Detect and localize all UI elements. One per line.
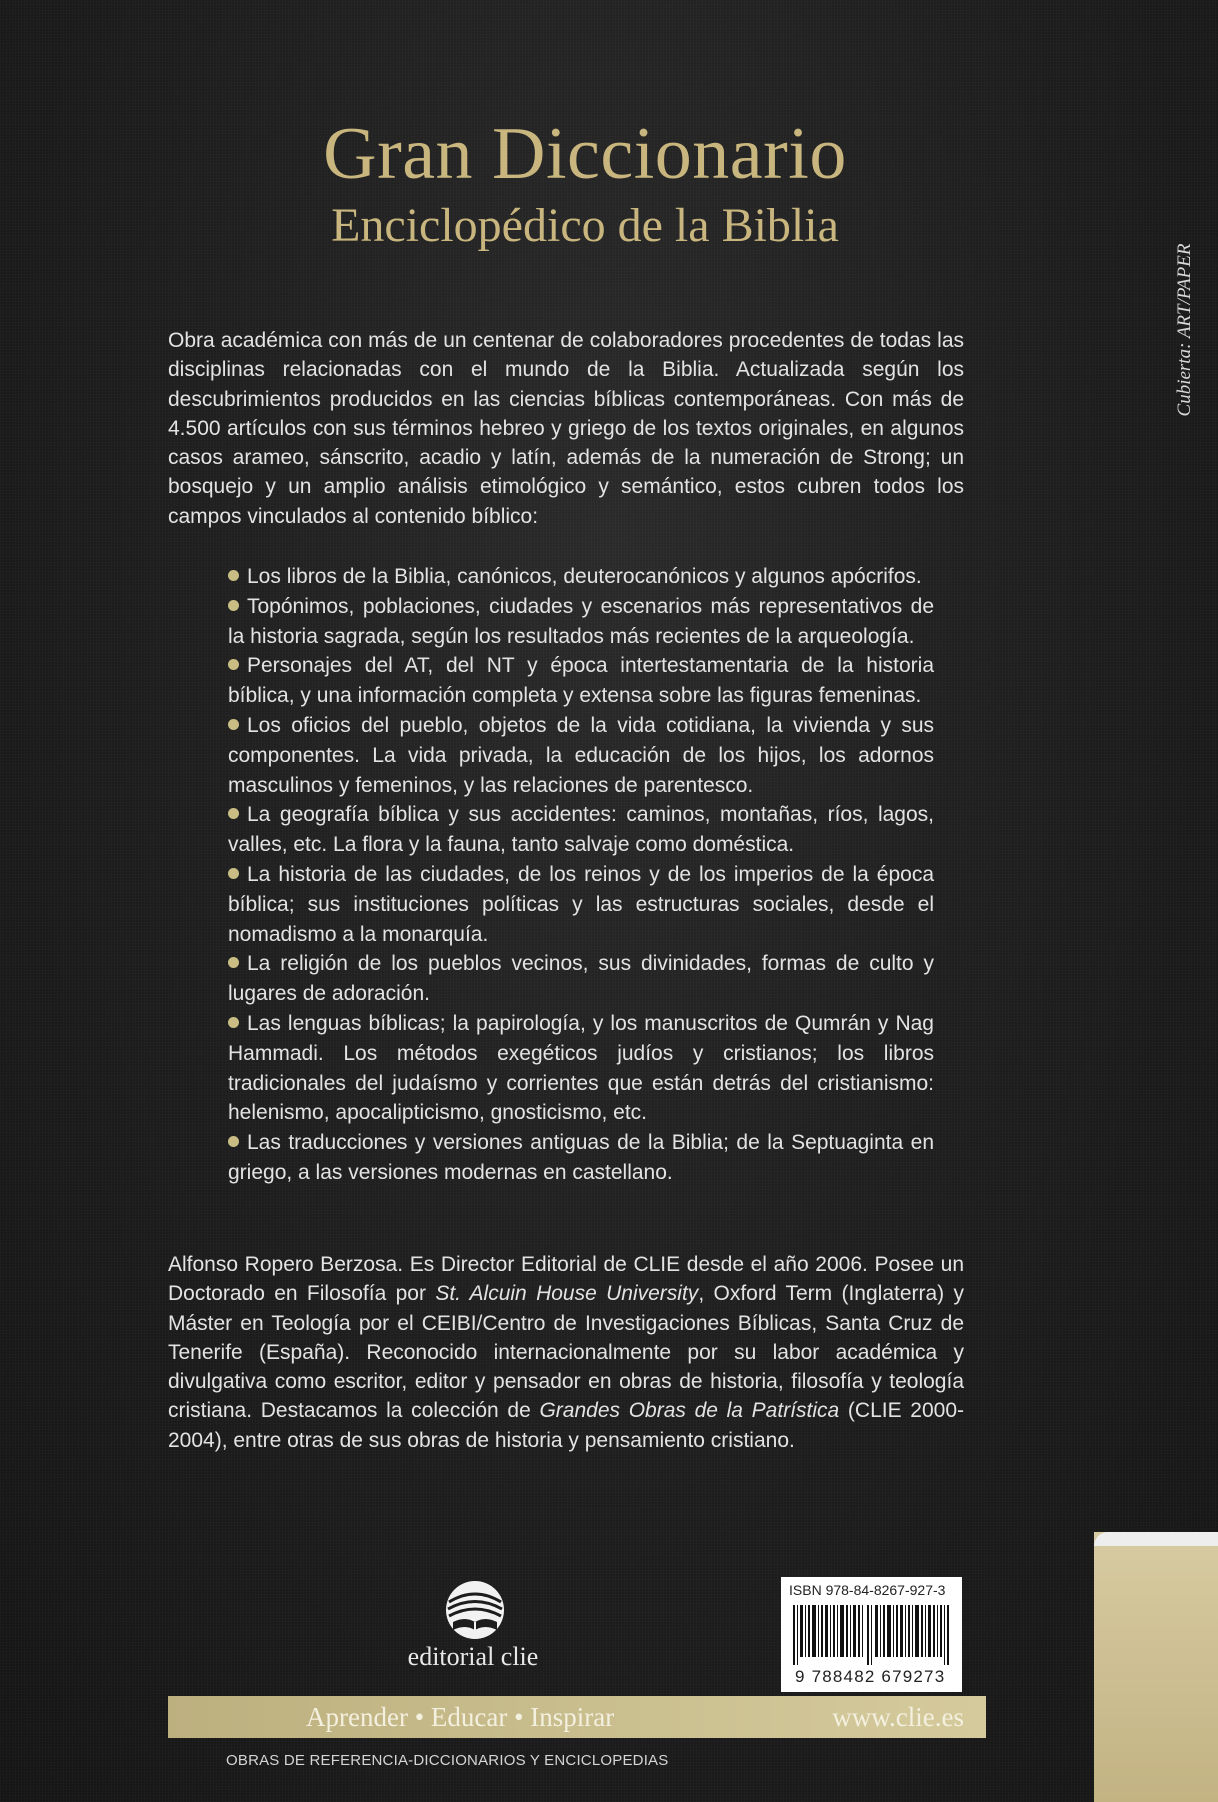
bullet-text: La historia de las ciudades, de los reinos y de los imperios de la época bíblica; sus instituciones políticas y las estructuras sociales, desde el nomadismo a la monarquía. bbox=[228, 862, 934, 946]
series-label: OBRAS DE REFERENCIA-DICCIONARIOS Y ENCICLOPEDIAS bbox=[226, 1752, 669, 1769]
bullet-dot-icon bbox=[228, 957, 239, 968]
bullet-dot-icon bbox=[228, 570, 239, 581]
book-title: Gran Diccionario bbox=[323, 113, 847, 195]
tagline-bar bbox=[168, 1696, 986, 1738]
list-item bbox=[228, 949, 934, 1009]
cover-material-text: Cubierta: ART/PAPER bbox=[1174, 243, 1195, 417]
bullet-text: Los libros de la Biblia, canónicos, deuterocanónicos y algunos apócrifos. bbox=[247, 565, 922, 588]
list-item bbox=[228, 592, 934, 652]
publisher-logo bbox=[398, 1580, 558, 1670]
publisher-website: www.clie.es bbox=[832, 1702, 964, 1732]
barcode-digits: 9 788482 679273 bbox=[795, 1667, 946, 1686]
bullet-dot-icon bbox=[228, 1136, 239, 1147]
bullet-dot-icon bbox=[228, 659, 239, 670]
barcode-icon bbox=[793, 1605, 953, 1665]
list-item bbox=[228, 1128, 934, 1188]
author-bio-part1: Alfonso Ropero Berzosa. Es Director Editorial de CLIE desde el año 2006. Posee un Doctorado en Filosofía por bbox=[168, 1253, 964, 1306]
list-item bbox=[228, 651, 934, 711]
bullet-dot-icon bbox=[228, 600, 239, 611]
bullet-text: Las traducciones y versiones antiguas de la Biblia; de la Septuaginta en griego, a las versiones modernas en castellano. bbox=[228, 1131, 934, 1184]
bullet-text: Las lenguas bíblicas; la papirología, y los manuscritos de Qumrán y Nag Hammadi. Los métodos exegéticos judíos y cristianos; los libros tradicionales del judaísmo y corrientes que están detrás del cristianismo: helenismo, apocalipticismo, gnosticismo, etc. bbox=[228, 1011, 934, 1125]
intro-paragraph: Obra académica con más de un centenar de colaboradores procedentes de todas las disciplinas relacionadas con el mundo de la Biblia. Actualizada según los descubrimientos producidos en las ciencias bíblicas contemporáneas. Con más de 4.500 artículos con sus términos hebreo y griego de los textos originales, en algunos casos arameo, sánscrito, acadio y latín, además de la numeración de Strong; un bosquejo y un amplio análisis etimológico y semántico, estos cubren todos los campos vinculados al contenido bíblico: bbox=[168, 329, 964, 528]
list-item bbox=[228, 800, 934, 860]
list-item bbox=[228, 562, 934, 592]
bullet-dot-icon bbox=[228, 719, 239, 730]
bullet-text: La religión de los pueblos vecinos, sus divinidades, formas de culto y lugares de adoración. bbox=[228, 952, 934, 1006]
list-item bbox=[228, 711, 934, 800]
isbn-barcode-box bbox=[781, 1577, 962, 1692]
bullet-dot-icon bbox=[228, 868, 239, 879]
author-bio-part3: (CLIE 2000-2004), entre otras de sus obras de historia y pensamiento cristiano. bbox=[168, 1399, 964, 1452]
publisher-name: editorial clie bbox=[407, 1642, 539, 1671]
bullet-text: Los oficios del pueblo, objetos de la vida cotidiana, la vivienda y sus componentes. La vida privada, la educación de los hijos, los adornos masculinos y femeninos, y las relaciones de parentesco. bbox=[228, 713, 934, 797]
author-university: St. Alcuin House University bbox=[435, 1282, 699, 1306]
tagline-motto: Aprender • Educar • Inspirar bbox=[306, 1702, 615, 1732]
book-subtitle: Enciclopédico de la Biblia bbox=[331, 199, 839, 252]
list-item bbox=[228, 860, 934, 949]
bullet-text: Personajes del AT, del NT y época intertestamentaria de la historia bíblica, y una información completa y extensa sobre las figuras femeninas. bbox=[228, 654, 934, 708]
bullet-text: Topónimos, poblaciones, ciudades y escenarios más representativos de la historia sagrada, según los resultados más recientes de la arqueología. bbox=[228, 594, 934, 648]
author-collection: Grandes Obras de la Patrística bbox=[539, 1399, 840, 1423]
author-bio bbox=[168, 1250, 964, 1455]
list-item bbox=[228, 1009, 934, 1128]
spine-edge-highlight bbox=[1094, 1532, 1218, 1546]
isbn-label: ISBN 978-84-8267-927-3 bbox=[789, 1582, 946, 1598]
open-book-globe-icon bbox=[443, 1580, 507, 1644]
spine-edge-tab bbox=[1094, 1532, 1218, 1802]
content-bullet-list bbox=[228, 562, 934, 1188]
bullet-dot-icon bbox=[228, 808, 239, 819]
author-bio-part2: , Oxford Term (Inglaterra) y Máster en Teología por el CEIBI/Centro de Investigaciones Bíblicas, Santa Cruz de Tenerife (España). Reconocido internacionalmente por su labor académica y divulgativa como escritor, editor y pensador en obras de historia, filosofía y teología cristiana. Destacamos la colección de bbox=[168, 1282, 965, 1423]
bullet-text: La geografía bíblica y sus accidentes: caminos, montañas, ríos, lagos, valles, etc. La flora y la fauna, tanto salvaje como doméstica. bbox=[228, 803, 934, 857]
bullet-dot-icon bbox=[228, 1017, 239, 1028]
